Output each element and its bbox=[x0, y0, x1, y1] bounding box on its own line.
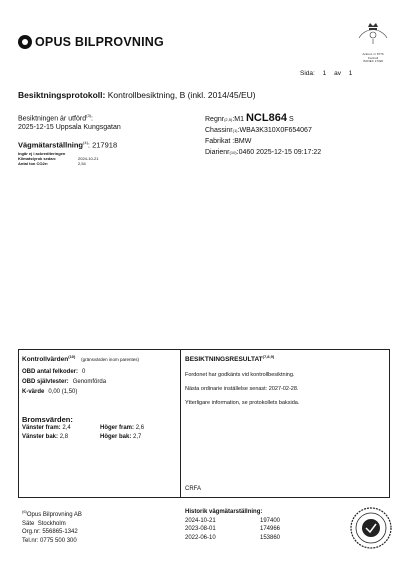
climate-notes bbox=[18, 151, 146, 167]
controls-subtitle: (gränsvärden inom parentes) bbox=[81, 357, 139, 363]
make-value: :BMW bbox=[232, 138, 252, 145]
swedac-line: ISO/IEC 17020 bbox=[362, 59, 384, 64]
result-line: Nästa ordinarie inställelse senast: 2027-02-28. bbox=[185, 386, 299, 393]
history-row: 2022-06-10 153860 bbox=[185, 534, 281, 541]
page-of-label: av bbox=[334, 70, 341, 77]
performed-value: 2025-12-15 Uppsala Kungsgatan bbox=[18, 124, 121, 132]
page-number bbox=[300, 70, 358, 77]
result-title: BESIKTNINGSRESULTAT$^{(7,8,9)}$ bbox=[185, 354, 275, 364]
control-row: K-värde 0,00 (1,50) bbox=[22, 389, 78, 396]
performed-label: Besiktningen är utförd bbox=[18, 115, 87, 123]
controls-title: Kontrollvärden$^{(10)}$ (gränsvärden inom parentes) bbox=[22, 354, 139, 364]
title-bold: Besiktningsprotokoll: bbox=[18, 90, 106, 100]
make-row: Fabrikat :BMW bbox=[205, 138, 252, 145]
swedac-crown-icon bbox=[353, 10, 393, 48]
mileage-sup: (4) bbox=[83, 140, 88, 145]
swedac-accreditation-seal bbox=[353, 10, 393, 65]
result-code: CRFA bbox=[185, 486, 202, 492]
mileage-value: 217918 bbox=[92, 140, 118, 150]
control-row: OBD antal felkoder: 0 bbox=[22, 369, 86, 376]
control-values bbox=[22, 354, 177, 442]
note-row: Klimatstyrok sedan: 2024-10-21 bbox=[18, 156, 99, 162]
mileage: Vägmätarställning$^{(4)}$: 217918 bbox=[18, 140, 118, 150]
page-current: 1 bbox=[322, 70, 327, 77]
history-row: 2023-08-01 174966 bbox=[185, 526, 281, 532]
company-name: Opus Bilprovning AB bbox=[26, 512, 82, 518]
brake-item: Höger fram: 2,6 bbox=[100, 425, 145, 432]
mileage-label: Vägmätarställning bbox=[18, 140, 84, 150]
brake-item: Vänster bak: 2,8 bbox=[22, 434, 69, 441]
inspection-result bbox=[185, 354, 385, 414]
opus-logo-icon bbox=[18, 35, 32, 49]
result-line: Ytterligare information, se protokollets baksida. bbox=[185, 400, 300, 407]
history-title: Historik vägmätarställning: bbox=[185, 509, 263, 515]
chassis-number: :WBA3K310X0F654067 bbox=[237, 127, 312, 134]
diary-row: Diarienr (10) :0460 2025-12-15 09:17:22 bbox=[205, 149, 322, 156]
control-row: OBD självtester: Genomförda bbox=[22, 379, 107, 386]
regnr-row: Regnr (2,5) :M1 NCL864 S bbox=[205, 112, 294, 124]
result-line: Fordonet har godkänts vid kontrollbesiktning. bbox=[185, 372, 295, 379]
page-title bbox=[18, 90, 256, 100]
performed-sup: (3) bbox=[86, 113, 91, 118]
history-row: 2024-10-21 197400 bbox=[185, 517, 281, 524]
mileage-history bbox=[185, 508, 300, 542]
logo-text: OPUS BILPROVNING bbox=[35, 35, 164, 49]
page-total: 1 bbox=[348, 70, 353, 77]
chassis-row: Chassinr (1) :WBA3K310X0F654067 bbox=[205, 127, 312, 134]
brake-values bbox=[22, 424, 177, 442]
page-label: Sida: bbox=[300, 70, 315, 77]
brakes-title: Bromsvärden: bbox=[22, 415, 73, 425]
note-row: Ingår ej i ackrediteringen bbox=[18, 151, 66, 156]
opus-logo bbox=[18, 35, 164, 49]
swedac-line: Kontroll bbox=[367, 55, 379, 60]
registration-number: NCL864 bbox=[245, 112, 287, 124]
note-row: Antal ton CO2e: 2,54 bbox=[18, 161, 86, 167]
certification-stamp-icon bbox=[349, 506, 393, 550]
inspection-performed: Besiktningen är utförd$^{(3)}$: 2025-12-15 Uppsala Kungsgatan bbox=[18, 111, 193, 132]
diary-value: :0460 2025-12-15 09:17:22 bbox=[236, 149, 322, 156]
vehicle-info bbox=[205, 113, 395, 158]
panel-divider bbox=[180, 349, 181, 498]
title-text: Kontrollbesiktning, B (inkl. 2014/45/EU) bbox=[107, 90, 256, 100]
brake-item: Höger bak: 2,7 bbox=[100, 434, 142, 441]
company-info: $^{(6)}$Opus Bilprovning AB Säte Stockholm Org.nr: 556865-1342 Tel.nr: 0775 500 300 bbox=[22, 509, 82, 544]
swedac-line: Ackred. nr 8776 bbox=[362, 52, 384, 56]
brake-item: Vänster fram: 2,4 bbox=[22, 425, 71, 432]
